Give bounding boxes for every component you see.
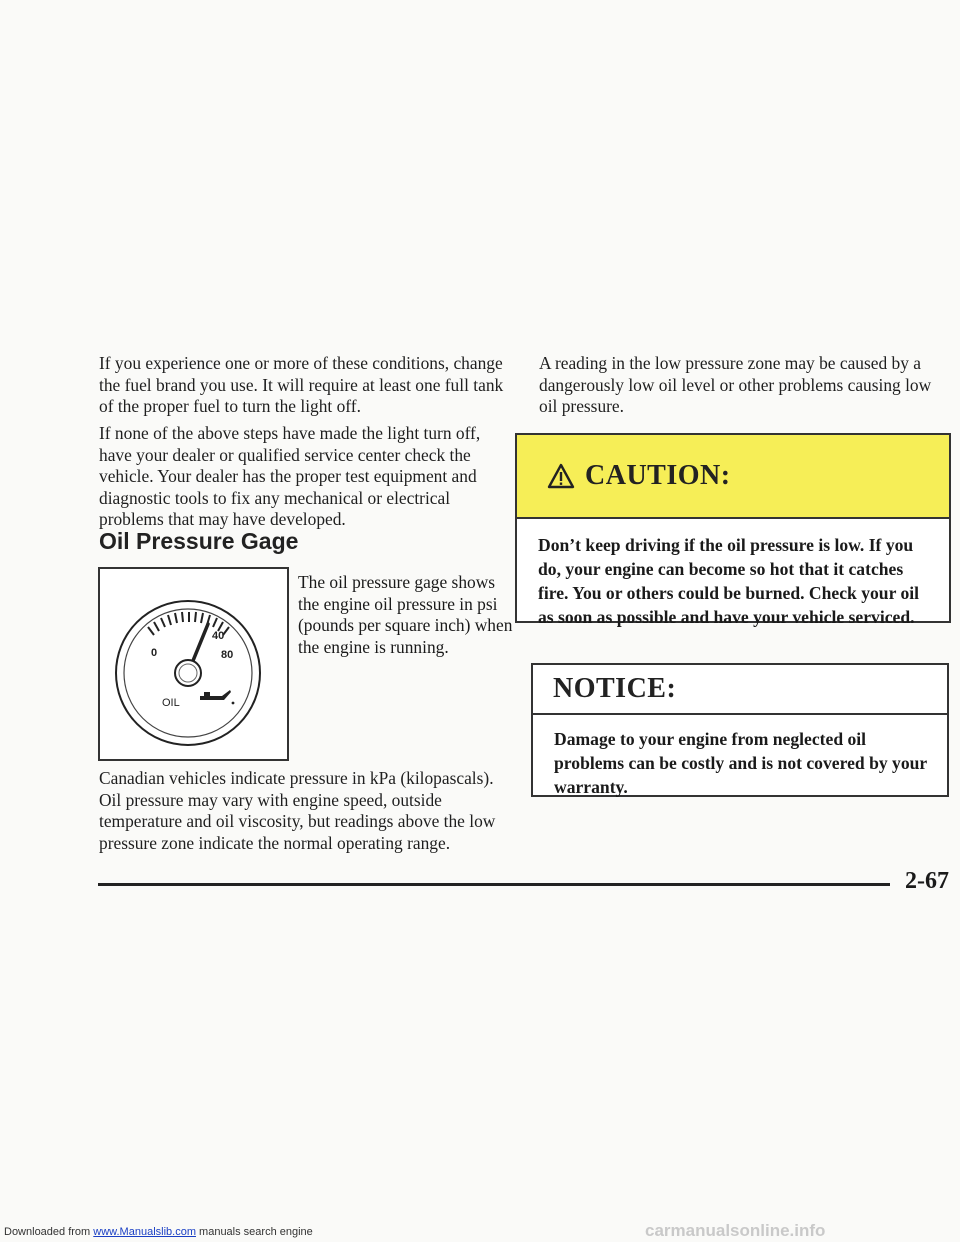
caution-title: CAUTION: bbox=[585, 460, 731, 491]
footer-prefix: Downloaded from bbox=[4, 1226, 94, 1238]
section-title: Oil Pressure Gage bbox=[99, 528, 299, 554]
oil-pressure-gauge-icon bbox=[100, 569, 287, 759]
paragraph-fuel-brand: If you experience one or more of these conditions, change the fuel brand you use. It will require at least one full tank of the proper fuel to turn the light off. bbox=[99, 353, 504, 416]
caution-text: Don’t keep driving if the oil pressure is low. If you do, your engine can become so hot that it catches fire. You or others could be burned. Check your oil as soon as possible and have your vehicle serviced. bbox=[538, 535, 920, 627]
paragraph-low-pressure: A reading in the low pressure zone may be caused by a dangerously low oil level or other problems causing low oil pressure. bbox=[539, 353, 932, 416]
caution-header bbox=[517, 435, 949, 519]
gauge-tick-0: 0 bbox=[151, 647, 158, 659]
gauge-tick-80: 80 bbox=[221, 649, 234, 661]
page-number: 2-67 bbox=[905, 868, 949, 894]
oil-pressure-gauge-illustration bbox=[98, 567, 289, 761]
footer-suffix: manuals search engine bbox=[195, 1226, 313, 1238]
manualslib-link[interactable]: www.Manualslib.com bbox=[93, 1226, 196, 1238]
watermark: carmanualsonline.info bbox=[645, 1221, 826, 1240]
notice-text: Damage to your engine from neglected oil problems can be costly and is not covered by your warranty. bbox=[554, 729, 927, 797]
gauge-tick-40: 40 bbox=[212, 630, 225, 642]
notice-box bbox=[531, 663, 949, 797]
paragraph-canadian-kpa: Canadian vehicles indicate pressure in kPa (kilopascals). Oil pressure may vary with engine speed, outside temperature and oil viscosity, but readings above the low pressure zone indicate the normal operating range. bbox=[99, 768, 496, 853]
warning-triangle-icon bbox=[547, 463, 575, 489]
gauge-oil-label: OIL bbox=[162, 697, 180, 709]
caution-box bbox=[515, 433, 951, 627]
download-footer bbox=[4, 1226, 313, 1238]
page-divider bbox=[98, 883, 890, 886]
notice-title: NOTICE: bbox=[553, 673, 677, 704]
notice-header bbox=[533, 665, 947, 715]
gauge-description: The oil pressure gage shows the engine oil pressure in psi (pounds per square inch) when the engine is running. bbox=[298, 572, 513, 657]
paragraph-dealer-check: If none of the above steps have made the light turn off, have your dealer or qualified service center check the vehicle. Your dealer has the proper test equipment and diagnostic tools to fix any mechanical or electrical problems that may have developed. bbox=[99, 423, 481, 529]
